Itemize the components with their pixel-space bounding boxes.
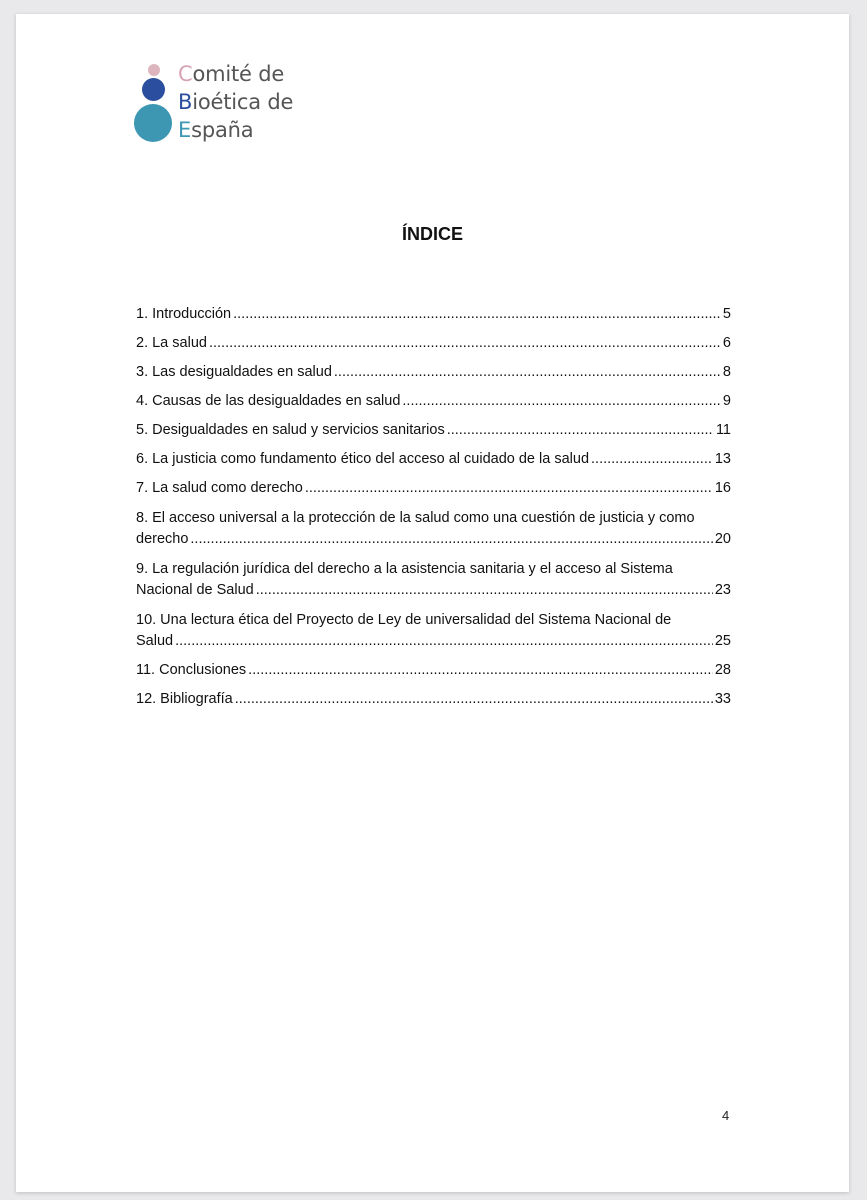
toc-entry[interactable]: 7. La salud como derecho ..... 16 <box>136 478 731 507</box>
logo-line-2: Bioética de <box>178 90 294 114</box>
page-title: ÍNDICE <box>401 224 463 244</box>
dot-leader <box>209 333 721 353</box>
dot-leader <box>334 362 721 382</box>
logo-line-3: España <box>178 118 254 142</box>
dot-leader <box>248 660 713 680</box>
toc-entry-continuation: Salud ..... 25 <box>136 631 731 651</box>
organization-logo <box>134 60 334 150</box>
logo-line-1: Comité de <box>178 62 285 86</box>
toc-entry[interactable]: 12. Bibliografía ..... 33 <box>136 689 731 718</box>
toc-entry[interactable]: 10. Una lectura ética del Proyecto de Ley de universalidad del Sistema Nacional de Salud ..... 25 <box>136 609 731 660</box>
dot-leader <box>175 631 713 651</box>
table-of-contents <box>136 304 731 718</box>
page-number: 4 <box>722 1108 730 1123</box>
dot-leader <box>591 449 713 469</box>
dot-leader <box>447 420 714 440</box>
toc-entry-continuation: derecho ..... 20 <box>136 529 731 549</box>
toc-entry[interactable]: 4. Causas de las desigualdades en salud ..... 9 <box>136 391 731 420</box>
toc-entry[interactable]: 5. Desigualdades en salud y servicios sanitarios ..... 11 <box>136 420 731 449</box>
toc-entry[interactable]: 8. El acceso universal a la protección de la salud como una cuestión de justicia y como derecho ..... 20 <box>136 507 731 558</box>
document-page <box>16 14 849 1192</box>
toc-entry-continuation: Nacional de Salud ..... 23 <box>136 580 731 600</box>
dot-leader <box>256 580 713 600</box>
dot-leader <box>305 478 713 498</box>
logo-medium-dot <box>142 78 165 101</box>
logo-small-dot <box>148 64 160 76</box>
toc-entry[interactable]: 11. Conclusiones ..... 28 <box>136 660 731 689</box>
toc-entry[interactable]: 9. La regulación jurídica del derecho a la asistencia sanitaria y el acceso al Sistema Nacional de Salud ..... 23 <box>136 558 731 609</box>
toc-entry[interactable]: 6. La justicia como fundamento ético del acceso al cuidado de la salud ..... 13 <box>136 449 731 478</box>
dot-leader <box>402 391 721 411</box>
dot-leader <box>233 304 721 324</box>
toc-entry[interactable]: 3. Las desigualdades en salud ..... 8 <box>136 362 731 391</box>
toc-entry[interactable]: 1. Introducción ..... 5 <box>136 304 731 333</box>
dot-leader <box>235 689 713 709</box>
logo-large-dot <box>134 104 172 142</box>
dot-leader <box>190 529 712 549</box>
logo-wordmark <box>178 60 293 144</box>
toc-entry[interactable]: 2. La salud ..... 6 <box>136 333 731 362</box>
